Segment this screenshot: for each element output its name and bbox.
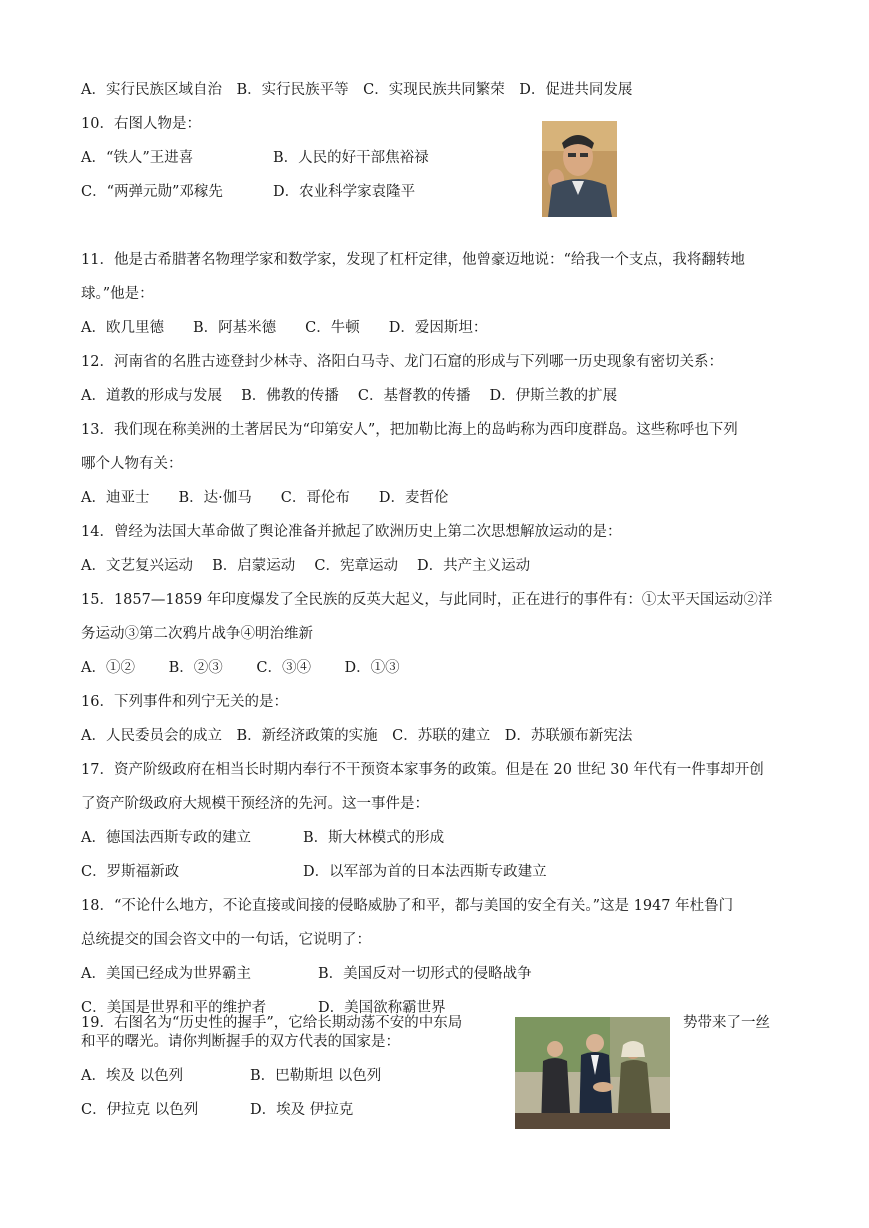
text-line: 15．1857—1859 年印度爆发了全民族的反英大起义，与此同时，正在进行的事件有：①太平天国运动②洋	[81, 592, 773, 608]
option-left: A．“铁人”王进喜	[81, 150, 194, 166]
text-line: 和平的曙光。请你判断握手的双方代表的国家是：	[81, 1034, 400, 1050]
option-right: D．埃及 伊拉克	[250, 1102, 354, 1118]
option-left: C．美国是世界和平的维护者	[81, 1000, 267, 1016]
text-line: 11．他是古希腊著名物理学家和数学家，发现了杠杆定律，他曾豪迈地说：“给我一个支点，我将翻转地	[81, 252, 745, 268]
option-left: A．美国已经成为世界霸主	[81, 966, 251, 982]
option-right: D．以军部为首的日本法西斯专政建立	[303, 864, 547, 880]
text-line: 14．曾经为法国大革命做了舆论准备并掀起了欧洲历史上第二次思想解放运动的是：	[81, 524, 622, 540]
text-line: A．道教的形成与发展 B．佛教的传播 C．基督教的传播 D．伊斯兰教的扩展	[81, 388, 618, 404]
text-line: 12．河南省的名胜古迹登封少林寺、洛阳白马寺、龙门石窟的形成与下列哪一历史现象有密切关系：	[81, 354, 723, 370]
text-line: 13．我们现在称美洲的土著居民为“印第安人”，把加勒比海上的岛屿称为西印度群岛。这些称呼也下列	[81, 422, 738, 438]
text-line: 球。”他是：	[81, 286, 154, 302]
option-right: B．美国反对一切形式的侵略战争	[318, 966, 532, 982]
q19-stem-right: 势带来了一丝	[683, 1015, 770, 1031]
text-line: 17．资产阶级政府在相当长时期内奉行不干预资本家事务的政策。但是在 20 世纪 30 年代有一件事却开创	[81, 762, 764, 778]
option-right: B．人民的好干部焦裕禄	[273, 150, 429, 166]
text-line: 16．下列事件和列宁无关的是：	[81, 694, 288, 710]
option-right: D．农业科学家袁隆平	[273, 184, 416, 200]
text-line: 哪个人物有关：	[81, 456, 183, 472]
text-line: A．欧几里德 B．阿基米德 C．牛顿 D．爱因斯坦：	[81, 320, 488, 336]
text-line: 了资产阶级政府大规模干预经济的先河。这一事件是：	[81, 796, 429, 812]
text-line: 总统提交的国会咨文中的一句话，它说明了：	[81, 932, 371, 948]
text-line: A．文艺复兴运动 B．启蒙运动 C．宪章运动 D．共产主义运动	[81, 558, 531, 574]
option-left: A．埃及 以色列	[81, 1068, 184, 1084]
q19-stem-left: 19．右图名为“历史性的握手”，它给长期动荡不安的中东局	[81, 1015, 463, 1031]
option-left: C．“两弹元勋”邓稼先	[81, 184, 223, 200]
text-line: A．人民委员会的成立 B．新经济政策的实施 C．苏联的建立 D．苏联颁布新宪法	[81, 728, 633, 744]
text-line: 10．右图人物是：	[81, 116, 201, 132]
option-left: C．罗斯福新政	[81, 864, 180, 880]
text-line: A．①② B．②③ C．③④ D．①③	[81, 660, 400, 676]
text-line: A．实行民族区域自治 B．实行民族平等 C．实现民族共同繁荣 D．促进共同发展	[81, 82, 633, 98]
handshake-photo	[515, 1017, 670, 1129]
portrait-photo	[542, 121, 617, 217]
option-left: A．德国法西斯专政的建立	[81, 830, 251, 846]
text-line: 18．“不论什么地方，不论直接或间接的侵略威胁了和平，都与美国的安全有关。”这是 1947 年杜鲁门	[81, 898, 734, 914]
text-line: A．迪亚士 B．达·伽马 C．哥伦布 D．麦哲伦	[81, 490, 449, 506]
option-left: C．伊拉克 以色列	[81, 1102, 199, 1118]
option-right: D．美国欲称霸世界	[318, 1000, 446, 1016]
option-right: B．斯大林模式的形成	[303, 830, 445, 846]
text-line: 务运动③第二次鸦片战争④明治维新	[81, 626, 313, 642]
option-right: B．巴勒斯坦 以色列	[250, 1068, 382, 1084]
